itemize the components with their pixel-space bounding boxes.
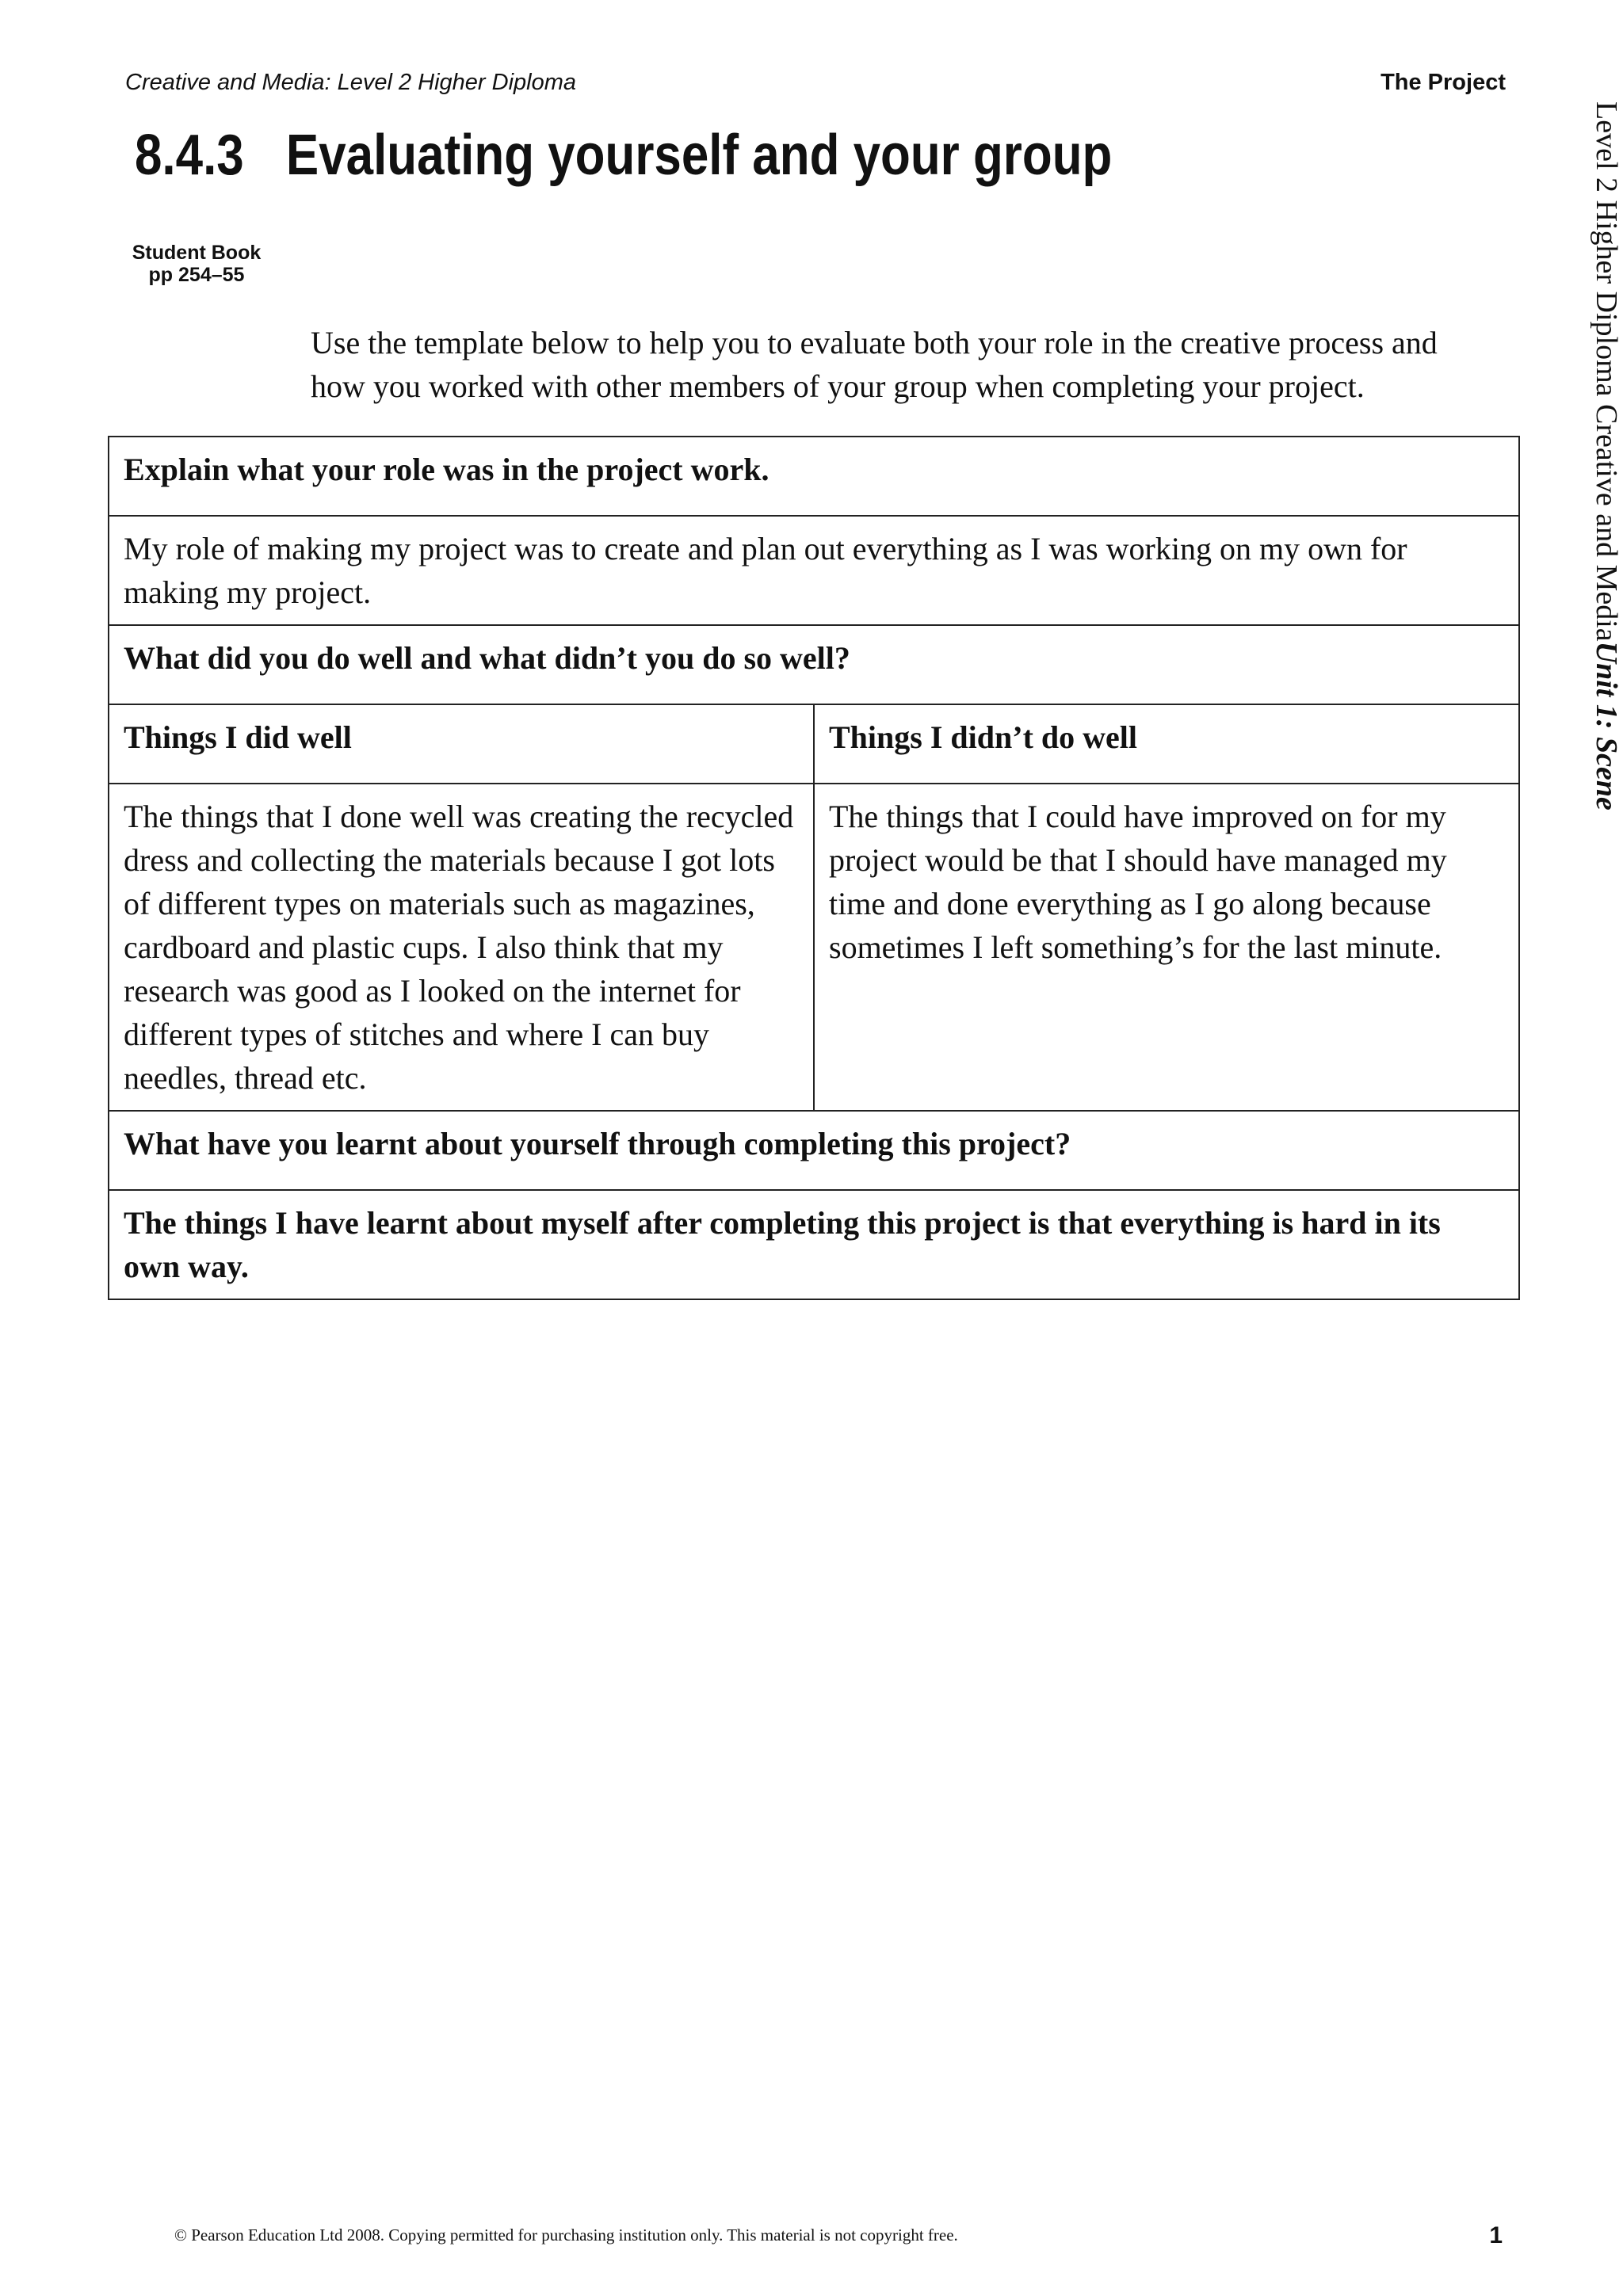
side-unit-text: Unit 1: Scene <box>1590 641 1623 810</box>
student-book-pages: pp 254–55 <box>148 264 245 286</box>
answer-did-well: The things that I done well was creating the recycled dress and collecting the materials because I got lots of different types on materials such as magazines, cardboard and plastic cups. I also think that my research was good as I looked on the internet for different types of stitches and where I can buy needles, thread etc. <box>109 784 814 1111</box>
answer-did-not-do-well: The things that I could have improved on for my project would be that I should have managed my time and done everything as I go along because sometimes I left something’s for the last minute. <box>814 784 1519 1111</box>
page-number: 1 <box>1489 2222 1503 2248</box>
copyright-footer: © Pearson Education Ltd 2008. Copying permitted for purchasing institution only. This material is not copyright free. <box>174 2225 958 2245</box>
header-course-title: Creative and Media: Level 2 Higher Diploma <box>125 70 577 95</box>
table-row <box>109 437 1519 516</box>
table-row <box>109 516 1519 625</box>
question-role: Explain what your role was in the project work. <box>109 437 1519 516</box>
section-title: Evaluating yourself and your group <box>285 124 1113 187</box>
student-book-label: Student Book <box>132 242 262 264</box>
side-running-title <box>1589 101 1623 810</box>
answer-role: My role of making my project was to create and plan out everything as I was working on my own for making my project. <box>109 516 1519 625</box>
evaluation-table <box>108 436 1520 1300</box>
intro-paragraph: Use the template below to help you to evaluate both your role in the creative process and how you worked with other members of your group when completing your project. <box>311 325 1438 404</box>
side-diploma-text: Level 2 Higher Diploma Creative and Media <box>1590 101 1623 642</box>
section-number: 8.4.3 <box>135 124 244 187</box>
table-row <box>109 625 1519 704</box>
question-did-well: What did you do well and what didn’t you do so well? <box>109 625 1519 704</box>
header-section-title: The Project <box>1381 70 1506 95</box>
column-header-did-not-do-well: Things I didn’t do well <box>814 704 1519 784</box>
table-row <box>109 1111 1519 1190</box>
question-learnt: What have you learnt about yourself through completing this project? <box>109 1111 1519 1190</box>
student-book-reference <box>125 242 268 286</box>
table-row <box>109 704 1519 784</box>
table-row <box>109 784 1519 1111</box>
page-title <box>135 123 1112 188</box>
column-header-did-well: Things I did well <box>109 704 814 784</box>
table-row <box>109 1190 1519 1299</box>
answer-learnt: The things I have learnt about myself after completing this project is that everything is hard in its own way. <box>109 1190 1519 1299</box>
